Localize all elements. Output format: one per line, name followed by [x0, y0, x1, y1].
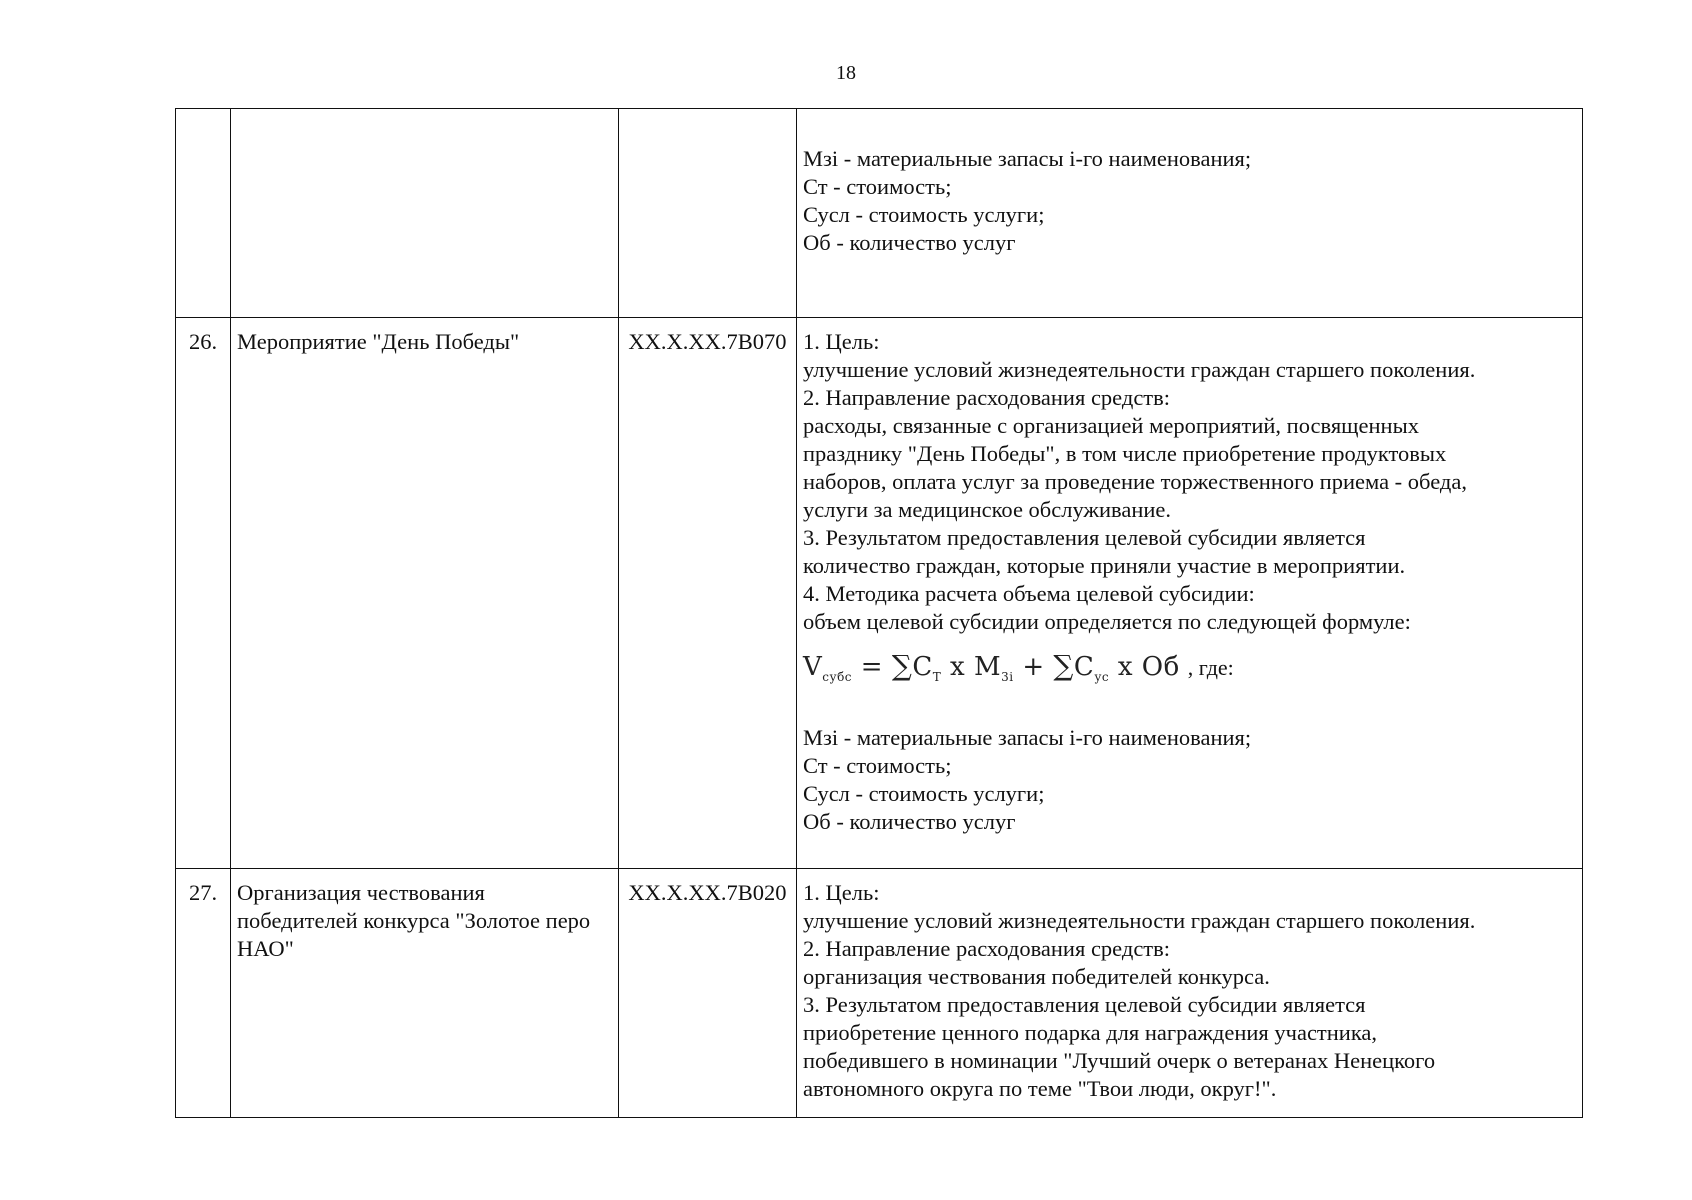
- formula-m: М: [973, 652, 1002, 682]
- description-line: 1. Цель:: [803, 329, 880, 354]
- description-line: объем целевой субсидии определяется по следующей формуле:: [803, 609, 1411, 634]
- description-line: Ст - стоимость;: [803, 174, 952, 199]
- row-description-cell: [797, 869, 1583, 1118]
- subsidy-formula: [803, 649, 1576, 696]
- row-name-cell: Мероприятие "День Победы": [231, 318, 619, 869]
- formula-equals: =: [852, 652, 892, 682]
- row-description-cell: [797, 109, 1583, 318]
- description-line: Об - количество услуг: [803, 809, 1016, 834]
- description-line: 2. Направление расходования средств:: [803, 385, 1171, 410]
- row-code-cell: [619, 109, 797, 318]
- formula-expression: [803, 649, 1180, 691]
- description-line: победившего в номинации "Лучший очерк о ветеранах Ненецкого: [803, 1048, 1436, 1073]
- row-name-cell: [231, 109, 619, 318]
- formula-c2-subscript: ус: [1094, 670, 1110, 684]
- row-number-cell: 26.: [176, 318, 231, 869]
- description-line: Ст - стоимость;: [803, 753, 952, 778]
- row-name-cell: [231, 869, 619, 1118]
- name-line: Организация чествования: [237, 880, 485, 905]
- row-number-cell: [176, 109, 231, 318]
- formula-suffix: , где:: [1187, 655, 1234, 680]
- table-row: [176, 869, 1583, 1118]
- name-line: победителей конкурса "Золотое перо: [237, 908, 591, 933]
- formula-c1-subscript: Т: [932, 670, 942, 684]
- description-line: количество граждан, которые приняли участие в мероприятии.: [803, 553, 1406, 578]
- description-line: наборов, оплата услуг за проведение торжественного приема - обеда,: [803, 469, 1467, 494]
- subsidy-table: [175, 108, 1583, 1118]
- formula-c2: С: [1073, 652, 1095, 682]
- formula-times: x: [941, 652, 974, 682]
- formula-plus: +: [1013, 652, 1054, 682]
- description-line: автономного округа по теме "Твои люди, округ!".: [803, 1076, 1277, 1101]
- description-line: 3. Результатом предоставления целевой субсидии является: [803, 525, 1366, 550]
- sigma-symbol: ∑: [891, 649, 913, 682]
- description-line: Сусл - стоимость услуги;: [803, 202, 1045, 227]
- description-line: Сусл - стоимость услуги;: [803, 781, 1045, 806]
- description-line: организация чествования победителей конкурса.: [803, 964, 1270, 989]
- table-row: [176, 318, 1583, 869]
- formula-v-subscript: субс: [822, 670, 853, 684]
- description-line: Мзі - материальные запасы і-го наименования;: [803, 725, 1252, 750]
- description-line: 4. Методика расчета объема целевой субсидии:: [803, 581, 1255, 606]
- description-line: улучшение условий жизнедеятельности граждан старшего поколения.: [803, 908, 1476, 933]
- formula-m-subscript: 3i: [1001, 670, 1014, 684]
- description-line: 1. Цель:: [803, 880, 880, 905]
- formula-ob: Об: [1141, 652, 1180, 682]
- name-line: НАО": [237, 936, 294, 961]
- formula-times: x: [1109, 652, 1142, 682]
- row-number-cell: 27.: [176, 869, 231, 1118]
- description-line: расходы, связанные с организацией мероприятий, посвященных: [803, 413, 1419, 438]
- table-row: [176, 109, 1583, 318]
- description-line: празднику "День Победы", в том числе приобретение продуктовых: [803, 441, 1447, 466]
- row-code-cell: XX.X.XX.7B070: [619, 318, 797, 869]
- sigma-symbol: ∑: [1053, 649, 1074, 682]
- formula-v: V: [803, 652, 823, 682]
- description-line: 2. Направление расходования средств:: [803, 936, 1171, 961]
- description-line: улучшение условий жизнедеятельности граждан старшего поколения.: [803, 357, 1476, 382]
- formula-c1: С: [912, 652, 933, 682]
- description-line: Об - количество услуг: [803, 230, 1016, 255]
- row-description-cell: [797, 318, 1583, 869]
- description-line: услуги за медицинское обслуживание.: [803, 497, 1172, 522]
- page-number: 18: [836, 62, 856, 84]
- description-line: приобретение ценного подарка для награждения участника,: [803, 1020, 1378, 1045]
- row-code-cell: XX.X.XX.7B020: [619, 869, 797, 1118]
- description-line: 3. Результатом предоставления целевой субсидии является: [803, 992, 1366, 1017]
- description-line: Мзі - материальные запасы і-го наименования;: [803, 146, 1252, 171]
